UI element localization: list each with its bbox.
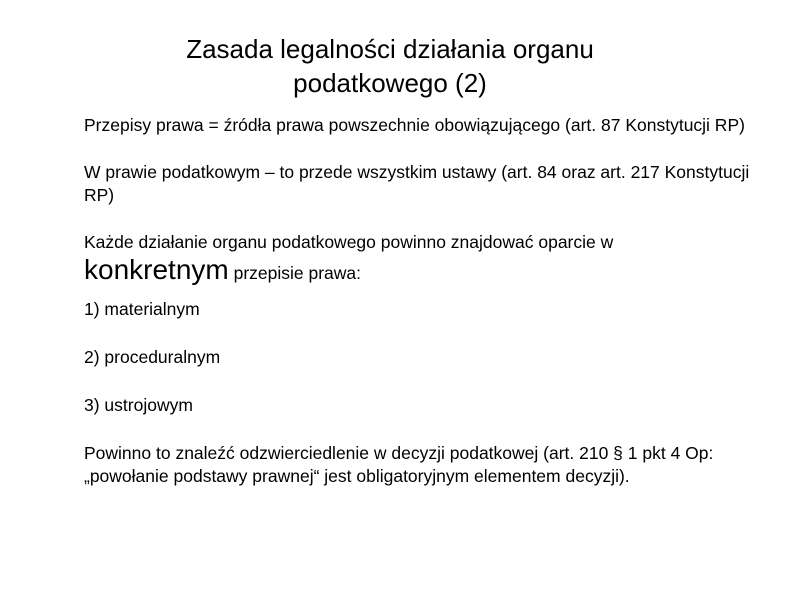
emphasis-word: konkretnym <box>84 254 229 285</box>
list-item: 1) materialnym <box>84 299 200 319</box>
paragraph-tax-law: W prawie podatkowym – to przede wszystkim ustawy (art. 84 oraz art. 217 Konstytucji RP) <box>84 162 750 205</box>
slide-body <box>84 114 754 488</box>
title-line-1: Zasada legalności działania organu <box>186 34 594 64</box>
slide-title <box>90 32 690 100</box>
paragraph-legal-basis-suffix: przepisie prawa: <box>228 263 362 283</box>
paragraph-legal-basis <box>84 231 754 286</box>
paragraph-legal-basis-prefix: Każde działanie organu podatkowego powinno znajdować oparcie w <box>84 232 614 252</box>
paragraph-sources-of-law: Przepisy prawa = źródła prawa powszechnie obowiązującego (art. 87 Konstytucji RP) <box>84 115 745 135</box>
paragraph-decision: Powinno to znaleźć odzwierciedlenie w decyzji podatkowej (art. 210 § 1 pkt 4 Op: „powołanie podstawy prawnej“ jest obligatoryjnym elementem decyzji). <box>84 443 714 486</box>
list-item: 2) proceduralnym <box>84 347 221 367</box>
list-item: 3) ustrojowym <box>84 395 193 415</box>
title-line-2: podatkowego (2) <box>293 68 487 98</box>
